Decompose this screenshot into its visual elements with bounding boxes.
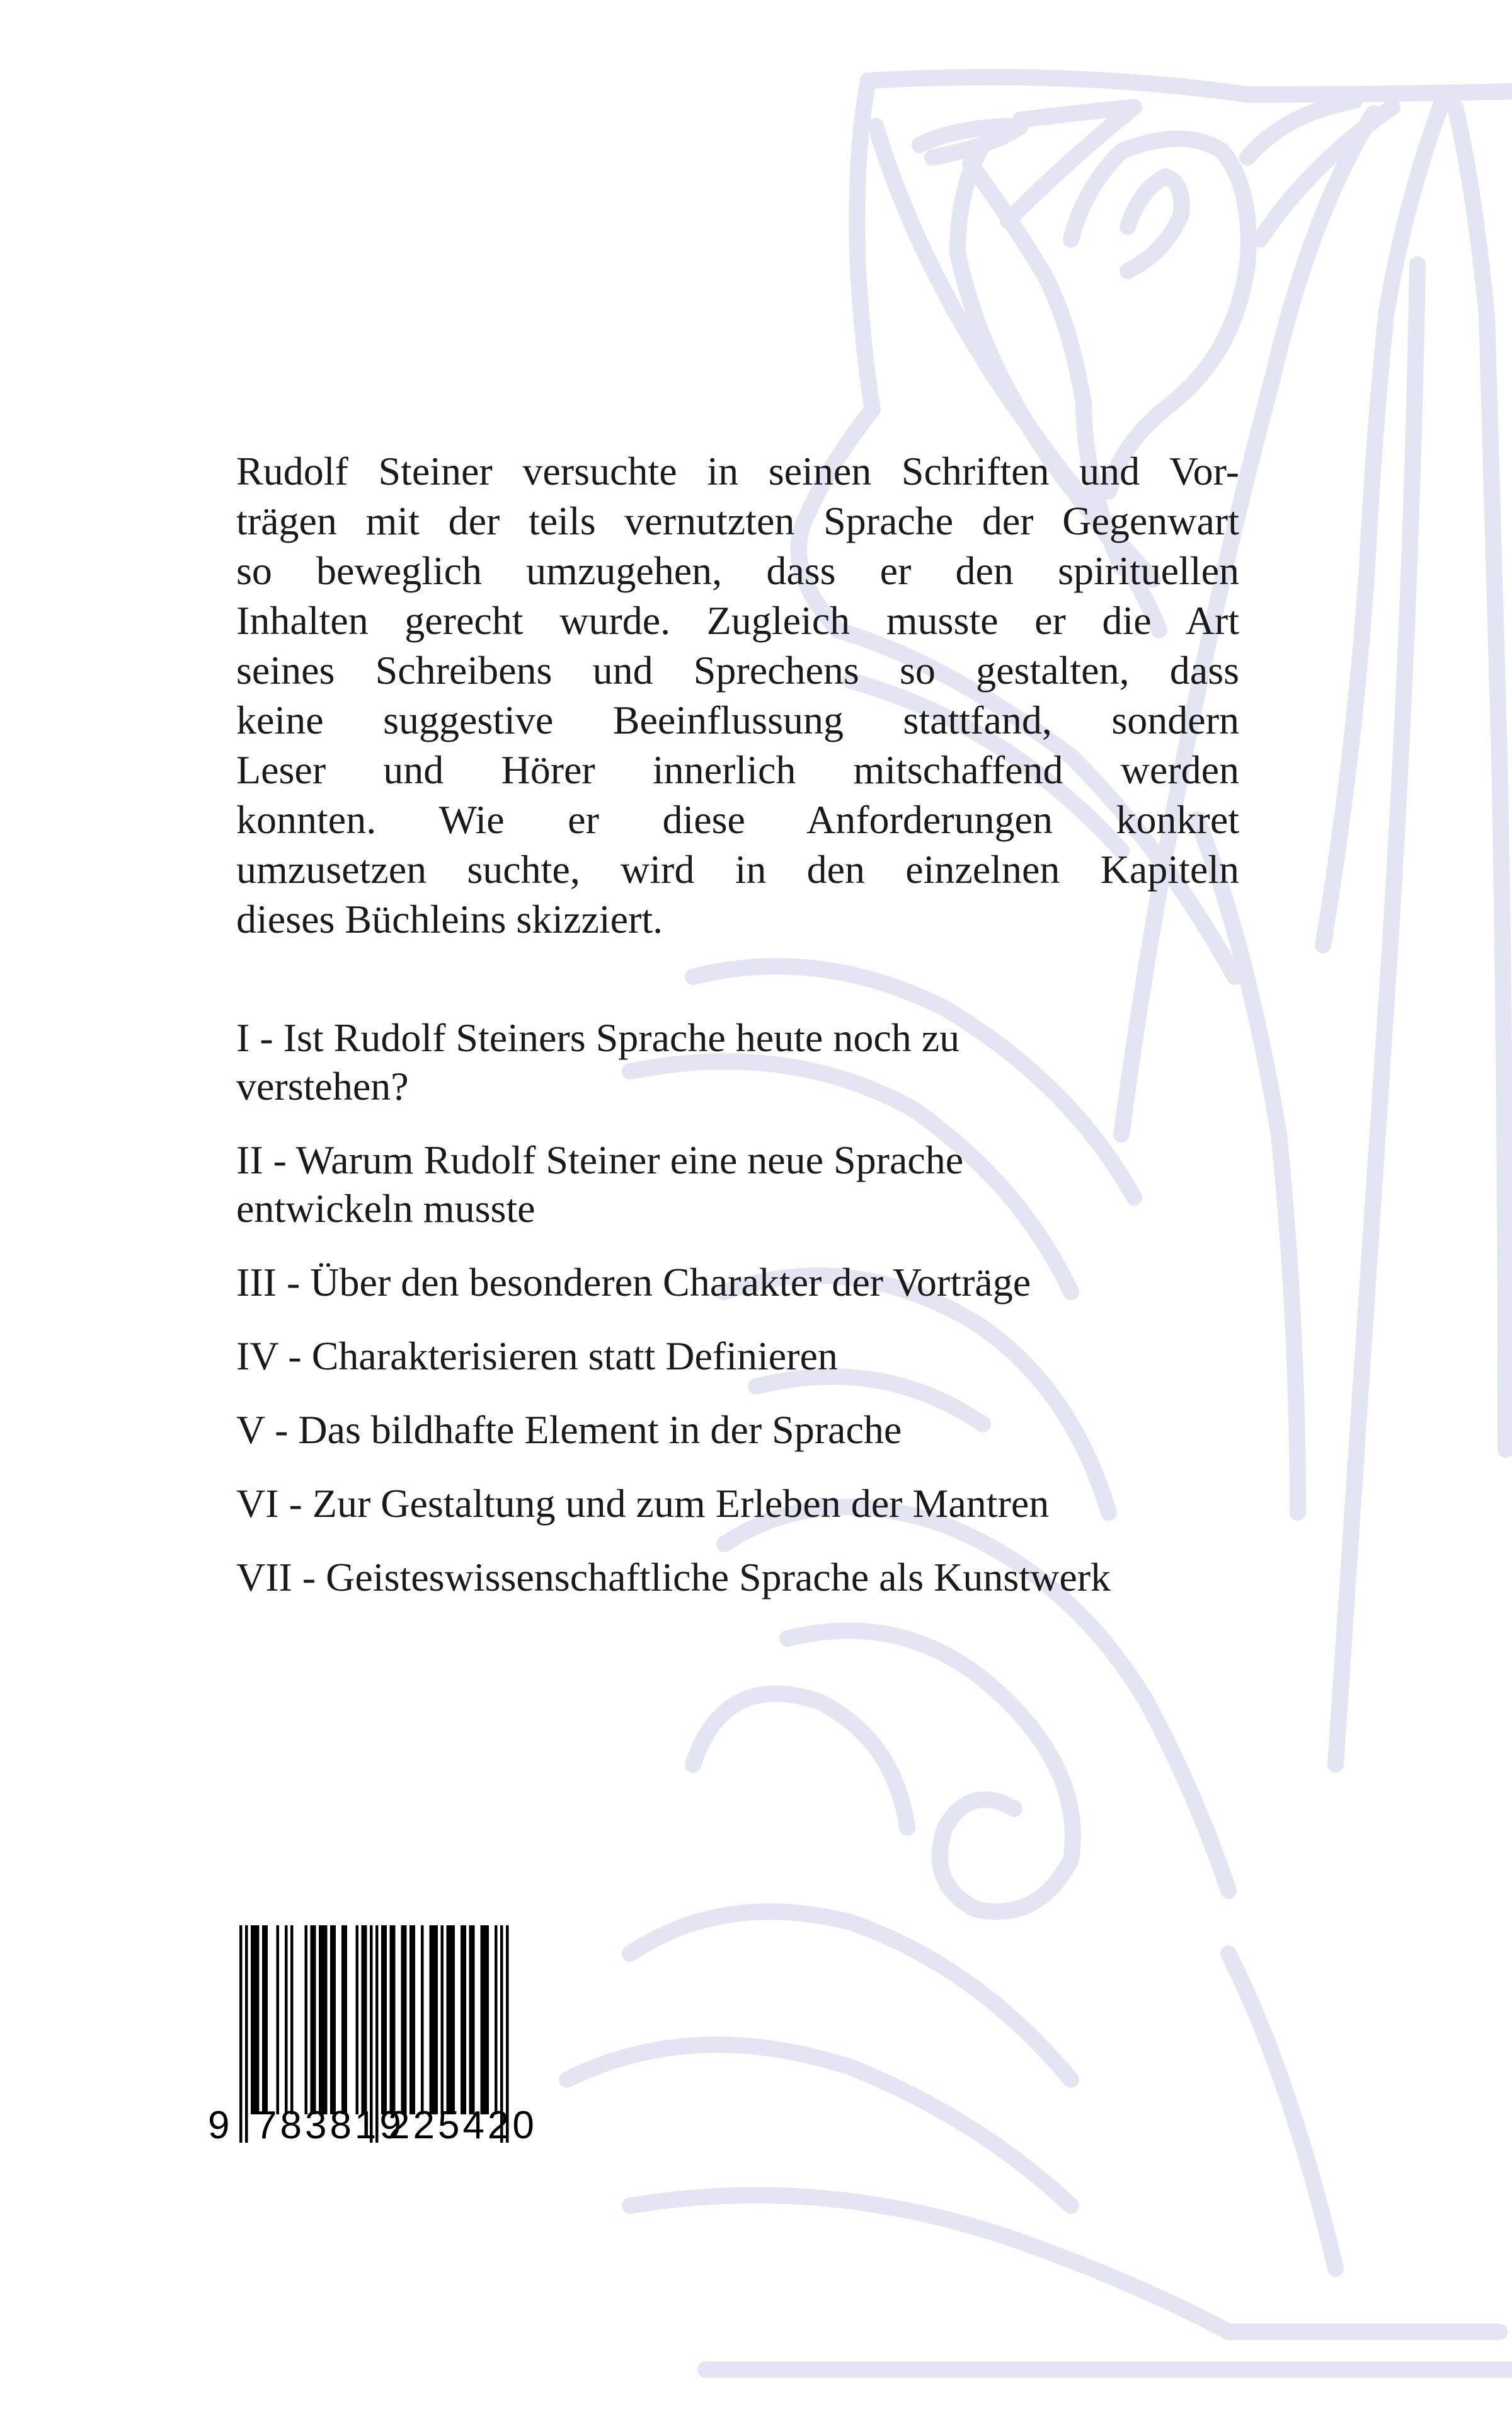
barcode-bar bbox=[472, 1925, 475, 2114]
chapter-item bbox=[236, 1479, 1307, 1528]
blurb-line: seines Schreibens und Sprechens so gestalten, dass bbox=[236, 648, 1239, 693]
barcode-bar bbox=[495, 1925, 498, 2114]
barcode-bar bbox=[333, 1925, 336, 2114]
blurb-text bbox=[236, 446, 1239, 944]
barcode-bar bbox=[251, 1925, 254, 2114]
barcode-bar bbox=[421, 1925, 424, 2114]
blurb-line: keine suggestive Beeinflussung stattfand, sondern bbox=[236, 698, 1239, 742]
barcode-bar bbox=[447, 1925, 450, 2114]
chapter-line: entwickeln musste bbox=[236, 1186, 536, 1231]
barcode-bar bbox=[483, 1925, 486, 2114]
blurb-line: umzusetzen suchte, wird in den einzelnen Kapiteln bbox=[236, 847, 1239, 892]
barcode-bar bbox=[356, 1925, 359, 2114]
barcode-bar bbox=[413, 1925, 416, 2114]
chapter-item bbox=[236, 1258, 1307, 1306]
barcode-bar bbox=[319, 1925, 322, 2114]
barcode-bar bbox=[392, 1925, 396, 2114]
blurb-line: konnten. Wie er diese Anforderungen konkret bbox=[236, 797, 1239, 842]
barcode-bar bbox=[345, 1925, 348, 2114]
barcode-bar bbox=[262, 1925, 265, 2114]
barcode-bar bbox=[449, 1925, 452, 2114]
barcode-bar bbox=[364, 1925, 367, 2114]
barcode-bar bbox=[341, 1925, 345, 2114]
barcode-bar bbox=[256, 1925, 260, 2114]
chapter-line: III - Über den besonderen Charakter der Vorträge bbox=[236, 1260, 1031, 1305]
blurb-line: Inhalten gerecht wurde. Zugleich musste er die Art bbox=[236, 598, 1239, 643]
barcode-bar bbox=[461, 1925, 464, 2114]
barcode-left-digits: 783819 bbox=[255, 2104, 404, 2147]
chapter-item bbox=[236, 1553, 1307, 1601]
blurb-line: dieses Büchleins skizziert. bbox=[236, 897, 663, 942]
chapter-item bbox=[236, 1332, 1307, 1380]
barcode-bar bbox=[464, 1925, 467, 2114]
chapter-item bbox=[236, 1136, 1307, 1233]
chapter-line: I - Ist Rudolf Steiners Sprache heute noch zu bbox=[236, 1015, 960, 1060]
barcode-bar bbox=[290, 1925, 294, 2114]
barcode-bar bbox=[384, 1925, 387, 2114]
barcode-bar bbox=[486, 1925, 490, 2114]
barcode-bar bbox=[430, 1925, 433, 2114]
barcode-bar bbox=[239, 1925, 243, 2143]
chapter-line: V - Das bildhafte Element in der Sprache bbox=[236, 1407, 902, 1452]
barcode-bar bbox=[381, 1925, 384, 2114]
barcode-bar bbox=[311, 1925, 314, 2114]
barcode-bar bbox=[265, 1925, 268, 2114]
barcode-bar bbox=[362, 1925, 365, 2114]
barcode-bar bbox=[432, 1925, 435, 2114]
blurb-line: Rudolf Steiner versuchte in seinen Schriften und Vor- bbox=[236, 449, 1239, 493]
barcode-right-digits: 225420 bbox=[388, 2104, 537, 2147]
barcode-bar bbox=[277, 1925, 280, 2114]
barcode-bar bbox=[285, 1925, 288, 2114]
barcode-bar bbox=[245, 1925, 248, 2143]
blurb-line: Leser und Hörer innerlich mitschaffend werden bbox=[236, 747, 1239, 792]
barcode-bar bbox=[410, 1925, 413, 2114]
barcode-bar bbox=[390, 1925, 393, 2114]
barcode-bar bbox=[401, 1925, 404, 2114]
chapter-line: VII - Geisteswissenschaftliche Sprache als Kunstwerk bbox=[236, 1555, 1111, 1599]
barcode-bar bbox=[313, 1925, 316, 2114]
chapter-line: IV - Charakterisieren statt Definieren bbox=[236, 1334, 838, 1378]
barcode-bar bbox=[254, 1925, 257, 2114]
barcode-bar bbox=[404, 1925, 407, 2114]
chapter-line: VI - Zur Gestaltung und zum Erleben der Mantren bbox=[236, 1481, 1050, 1526]
barcode-bar bbox=[305, 1925, 308, 2114]
barcode-first-digit: 9 bbox=[208, 2104, 230, 2147]
chapter-list bbox=[236, 1013, 1307, 1627]
barcode-bar bbox=[324, 1925, 328, 2114]
chapter-item bbox=[236, 1013, 1307, 1110]
barcode-bar bbox=[441, 1925, 444, 2114]
chapter-line: II - Warum Rudolf Steiner eine neue Sprache bbox=[236, 1138, 964, 1182]
blurb-line: trägen mit der teils vernutzten Sprache der Gegenwart bbox=[236, 498, 1239, 543]
barcode-bar bbox=[435, 1925, 438, 2114]
chapter-item bbox=[236, 1405, 1307, 1454]
barcode-bar bbox=[469, 1925, 472, 2114]
isbn-barcode bbox=[208, 1916, 537, 2155]
blurb-line: so beweglich umzugehen, dass er den spirituellen bbox=[236, 548, 1239, 593]
barcode-bar bbox=[330, 1925, 333, 2114]
chapter-line: verstehen? bbox=[236, 1064, 409, 1109]
barcode-bar bbox=[481, 1925, 484, 2114]
barcode-bar bbox=[322, 1925, 325, 2114]
barcode-bar bbox=[452, 1925, 455, 2114]
